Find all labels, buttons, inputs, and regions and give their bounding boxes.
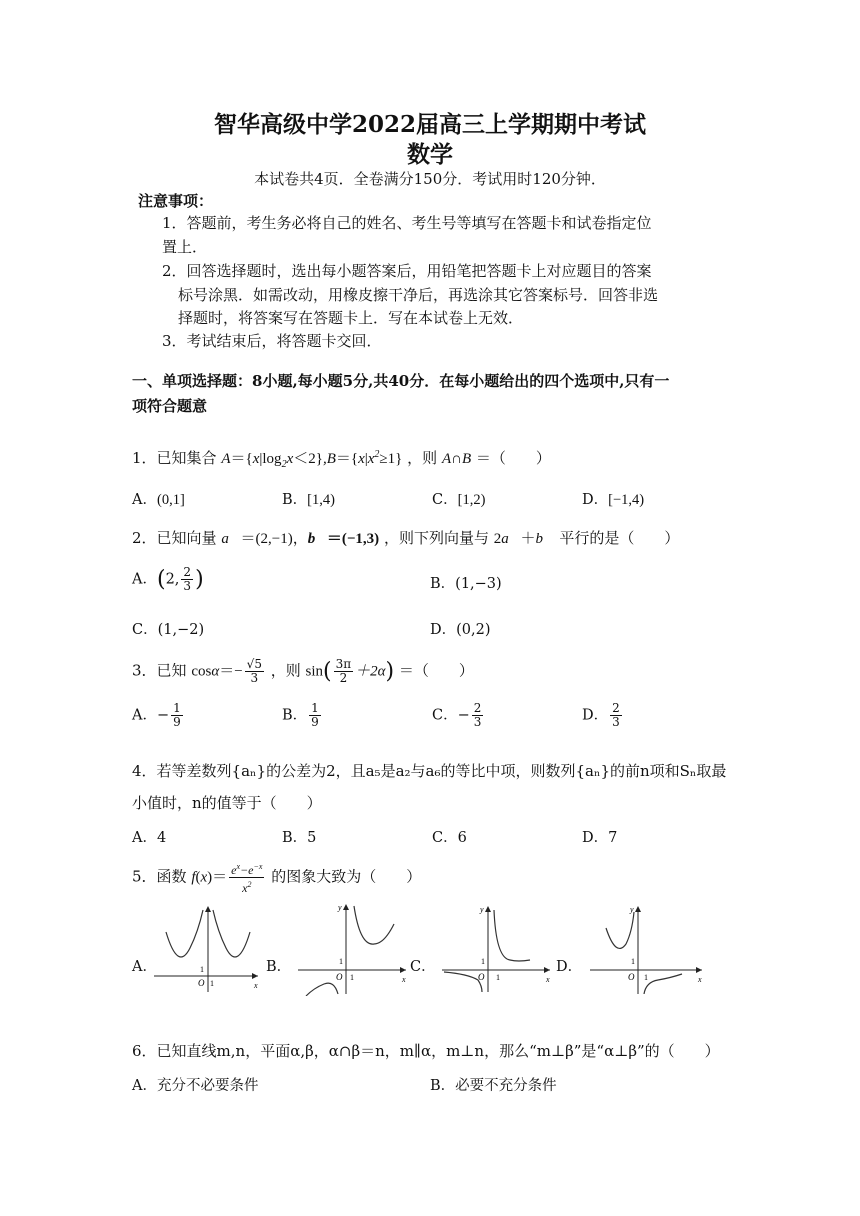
notice-item: 置上． bbox=[162, 238, 208, 256]
svg-text:y: y bbox=[480, 905, 484, 914]
subject-title: 数学 bbox=[407, 141, 453, 168]
notice-heading: 注意事项： bbox=[138, 192, 214, 210]
question-4-cont: 小值时，n的值等于（ ） bbox=[132, 794, 322, 812]
svg-text:1: 1 bbox=[339, 957, 343, 966]
option-b: B．(1,−3) bbox=[430, 576, 502, 592]
option-c: C．6 bbox=[432, 830, 467, 846]
question-6: 6．已知直线m,n，平面α,β，α∩β＝n，m∥α，m⊥n，那么“m⊥β”是“α⊥β”的（ ） bbox=[132, 1042, 720, 1060]
option-a: A．(2, $\frac{2}{3}$ ) bbox=[132, 565, 204, 593]
graph-option-d bbox=[586, 902, 706, 994]
svg-text:x: x bbox=[254, 981, 258, 990]
svg-text:O: O bbox=[628, 972, 635, 982]
option-a: A．充分不必要条件 bbox=[132, 1078, 259, 1094]
notice-item: 3．考试结束后，将答题卡交回． bbox=[162, 332, 382, 350]
svg-text:y: y bbox=[630, 905, 634, 914]
option-a: A．4 bbox=[132, 830, 167, 846]
svg-text:1: 1 bbox=[496, 973, 500, 982]
svg-text:O: O bbox=[336, 972, 343, 982]
svg-text:1: 1 bbox=[644, 973, 648, 982]
svg-text:y: y bbox=[338, 903, 342, 912]
option-d: D． $\frac{2}{3}$ bbox=[582, 701, 620, 729]
question-1: 1．已知集合 $A=\{x|\log_2x<2\},B=\{x|x^2\ge 1\}$ ，则 A∩B ＝（ ） bbox=[132, 449, 551, 470]
option-d: D．(0,2) bbox=[430, 622, 491, 638]
option-a: A．(0,1] bbox=[132, 492, 185, 508]
svg-text:O: O bbox=[198, 978, 205, 988]
option-b: B．[1,4) bbox=[282, 492, 335, 508]
svg-text:x: x bbox=[546, 975, 550, 984]
option-b: B．5 bbox=[282, 830, 317, 846]
svg-text:1: 1 bbox=[350, 973, 354, 982]
notice-item: 标号涂黑．如需改动，用橡皮擦干净后，再选涂其它答案标号．回答非选 bbox=[178, 286, 659, 304]
option-c: C．(1,−2) bbox=[132, 622, 205, 638]
set-expression: $A=\{x|\log_2x<2\},B=\{x|x^2\ge 1\}$ bbox=[221, 449, 403, 470]
graph-option-b bbox=[294, 900, 410, 996]
svg-text:x: x bbox=[402, 975, 406, 984]
graph-option-c bbox=[438, 902, 554, 994]
svg-text:x: x bbox=[698, 975, 702, 984]
question-4: 4．若等差数列{aₙ}的公差为2，且a₅是a₂与a₆的等比中项，则数列{aₙ}的前n项和Sₙ取最 bbox=[132, 762, 727, 780]
notice-item: 1．答题前，考生务必将自己的姓名、考生号等填写在答题卡和试卷指定位 bbox=[162, 214, 652, 232]
question-2: 2．已知向量 a⃗＝(2,−1)，b⃗＝(−1,3) ，则下列向量与 2a⃗＋b⃗ 平行的是（ ） bbox=[132, 529, 680, 547]
section-heading-cont: 项符合题意 bbox=[132, 397, 208, 415]
svg-text:O: O bbox=[478, 972, 485, 982]
option-d: D．7 bbox=[582, 830, 618, 846]
option-b: B． $\frac{1}{9}$ bbox=[282, 701, 319, 729]
svg-text:1: 1 bbox=[200, 965, 204, 974]
section-heading: 一、单项选择题：8小题,每小题5分,共40分．在每小题给出的四个选项中,只有一 bbox=[132, 372, 670, 390]
option-d: D．[−1,4) bbox=[582, 492, 645, 508]
svg-text:1: 1 bbox=[631, 957, 635, 966]
question-5: 5．函数 f(x)＝ $\frac{e^x-e^{-x}}{x^2}$ 的图象大致为（ ） bbox=[132, 862, 422, 895]
exam-title: 智华高级中学2022届高三上学期期中考试 bbox=[213, 111, 646, 138]
exam-info: 本试卷共4页．全卷满分150分．考试用时120分钟． bbox=[254, 170, 606, 188]
svg-text:1: 1 bbox=[210, 979, 214, 988]
option-b: B．必要不充分条件 bbox=[430, 1078, 557, 1094]
option-c: C． bbox=[410, 959, 436, 975]
option-a: A．− $\frac{1}{9}$ bbox=[132, 701, 181, 729]
option-a: A． bbox=[132, 959, 157, 975]
svg-text:1: 1 bbox=[481, 957, 485, 966]
option-d: D． bbox=[556, 959, 583, 975]
option-c: C．− $\frac{2}{3}$ bbox=[432, 701, 482, 729]
graph-option-a bbox=[150, 902, 262, 994]
option-b: B． bbox=[266, 959, 292, 975]
option-c: C．[1,2) bbox=[432, 492, 486, 508]
question-3: 3．已知 cosα＝− $\frac{√5}{3}$ ，则 sin( $\frac{3\pi}{2}$ ＋2α) ＝（ ） bbox=[132, 657, 474, 685]
notice-item: 择题时，将答案写在答题卡上．写在本试卷上无效． bbox=[178, 309, 524, 327]
notice-item: 2．回答选择题时，选出每小题答案后，用铅笔把答题卡上对应题目的答案 bbox=[162, 262, 652, 280]
